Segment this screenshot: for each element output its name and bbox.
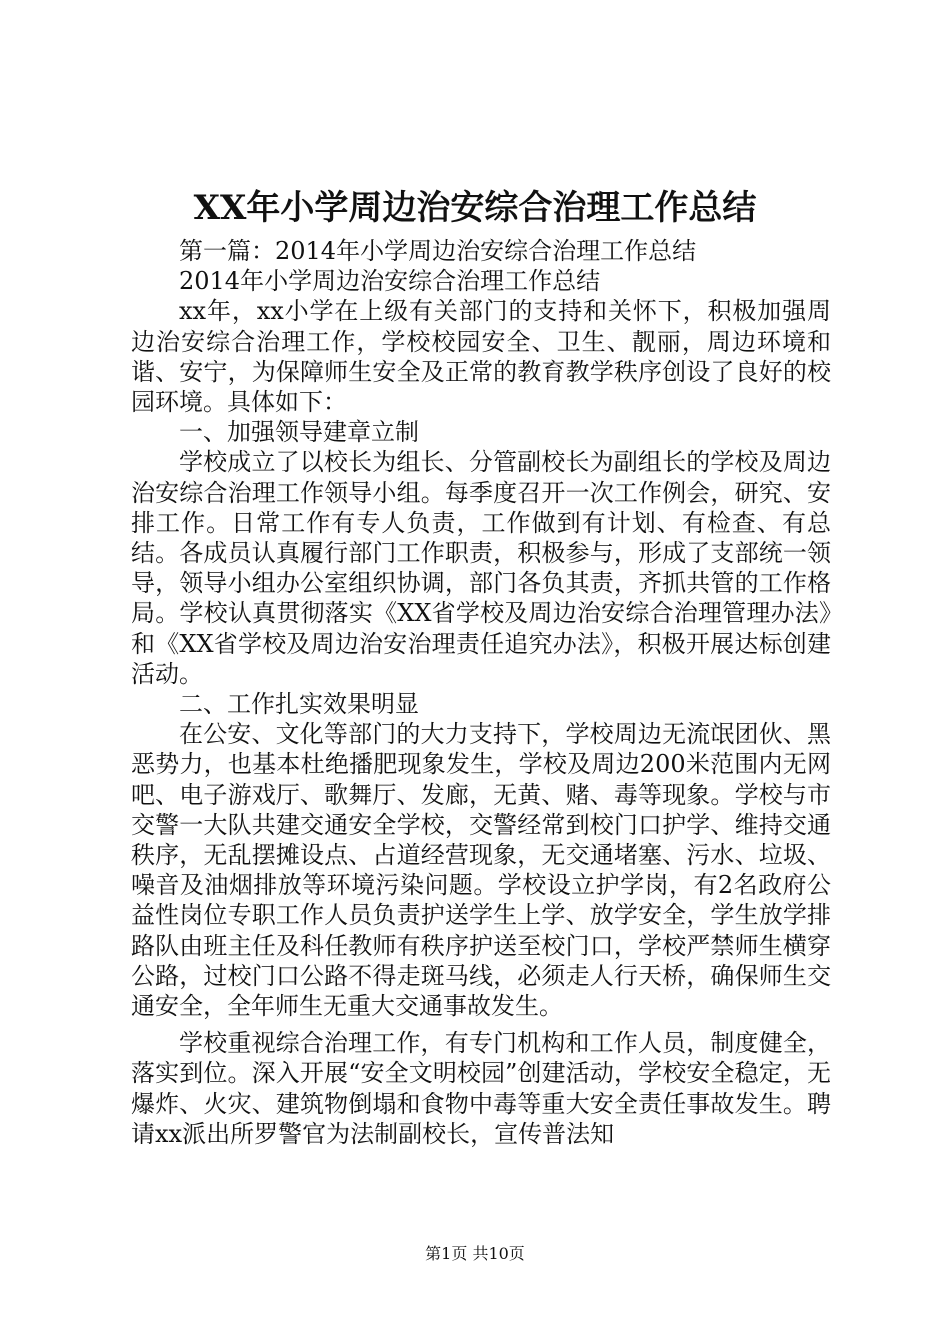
document-body <box>131 236 831 1149</box>
body-paragraph: 在公安、文化等部门的大力支持下，学校周边无流氓团伙、黑恶势力，也基本杜绝播肥现象发生，学校及周边200米范围内无网吧、电子游戏厅、歌舞厅、发廊，无黄、赌、毒等现象。学校与市交警一大队共建交通安全学校，交警经常到校门口护学、维持交通秩序，无乱摆摊设点、占道经营现象，无交通堵塞、污水、垃圾、噪音及油烟排放等环境污染问题。学校设立护学岗，有2名政府公益性岗位专职工作人员负责护送学生上学、放学安全，学生放学排路队由班主任及科任教师有秩序护送至校门口，学校严禁师生横穿公路，过校门口公路不得走斑马线，必须走人行天桥，确保师生交通安全，全年师生无重大交通事故发生。 <box>131 720 831 1021</box>
document-title: XX年小学周边治安综合治理工作总结 <box>193 188 757 228</box>
subsection-heading: 二、工作扎实效果明显 <box>179 690 419 719</box>
body-paragraph: 学校成立了以校长为组长、分管副校长为副组长的学校及周边治安综合治理工作领导小组。每季度召开一次工作例会，研究、安排工作。日常工作有专人负责，工作做到有计划、有检查、有总结。各成员认真履行部门工作职责，积极参与，形成了支部统一领导，领导小组办公室组织协调，部门各负其责，齐抓共管的工作格局。学校认真贯彻落实《XX省学校及周边治安综合治理管理办法》和《XX省学校及周边治安治理责任追究办法》，积极开展达标创建活动。 <box>131 448 831 688</box>
body-paragraph: 学校重视综合治理工作，有专门机构和工作人员，制度健全，落实到位。深入开展“安全文明校园”创建活动，学校安全稳定，无爆炸、火灾、建筑物倒塌和食物中毒等重大安全责任事故发生。聘请xx派出所罗警官为法制副校长，宣传普法知 <box>131 1029 831 1148</box>
subsection-heading: 一、加强领导建章立制 <box>179 418 419 447</box>
subtitle: 2014年小学周边治安综合治理工作总结 <box>179 267 601 296</box>
page-number-footer: 第1页 共10页 <box>425 1244 525 1263</box>
body-paragraph: xx年，xx小学在上级有关部门的支持和关怀下，积极加强周边治安综合治理工作，学校校园安全、卫生、靓丽，周边环境和谐、安宁，为保障师生安全及正常的教育教学秩序创设了良好的校园环境。具体如下： <box>131 297 831 417</box>
section-heading: 第一篇：2014年小学周边治安综合治理工作总结 <box>179 237 697 265</box>
